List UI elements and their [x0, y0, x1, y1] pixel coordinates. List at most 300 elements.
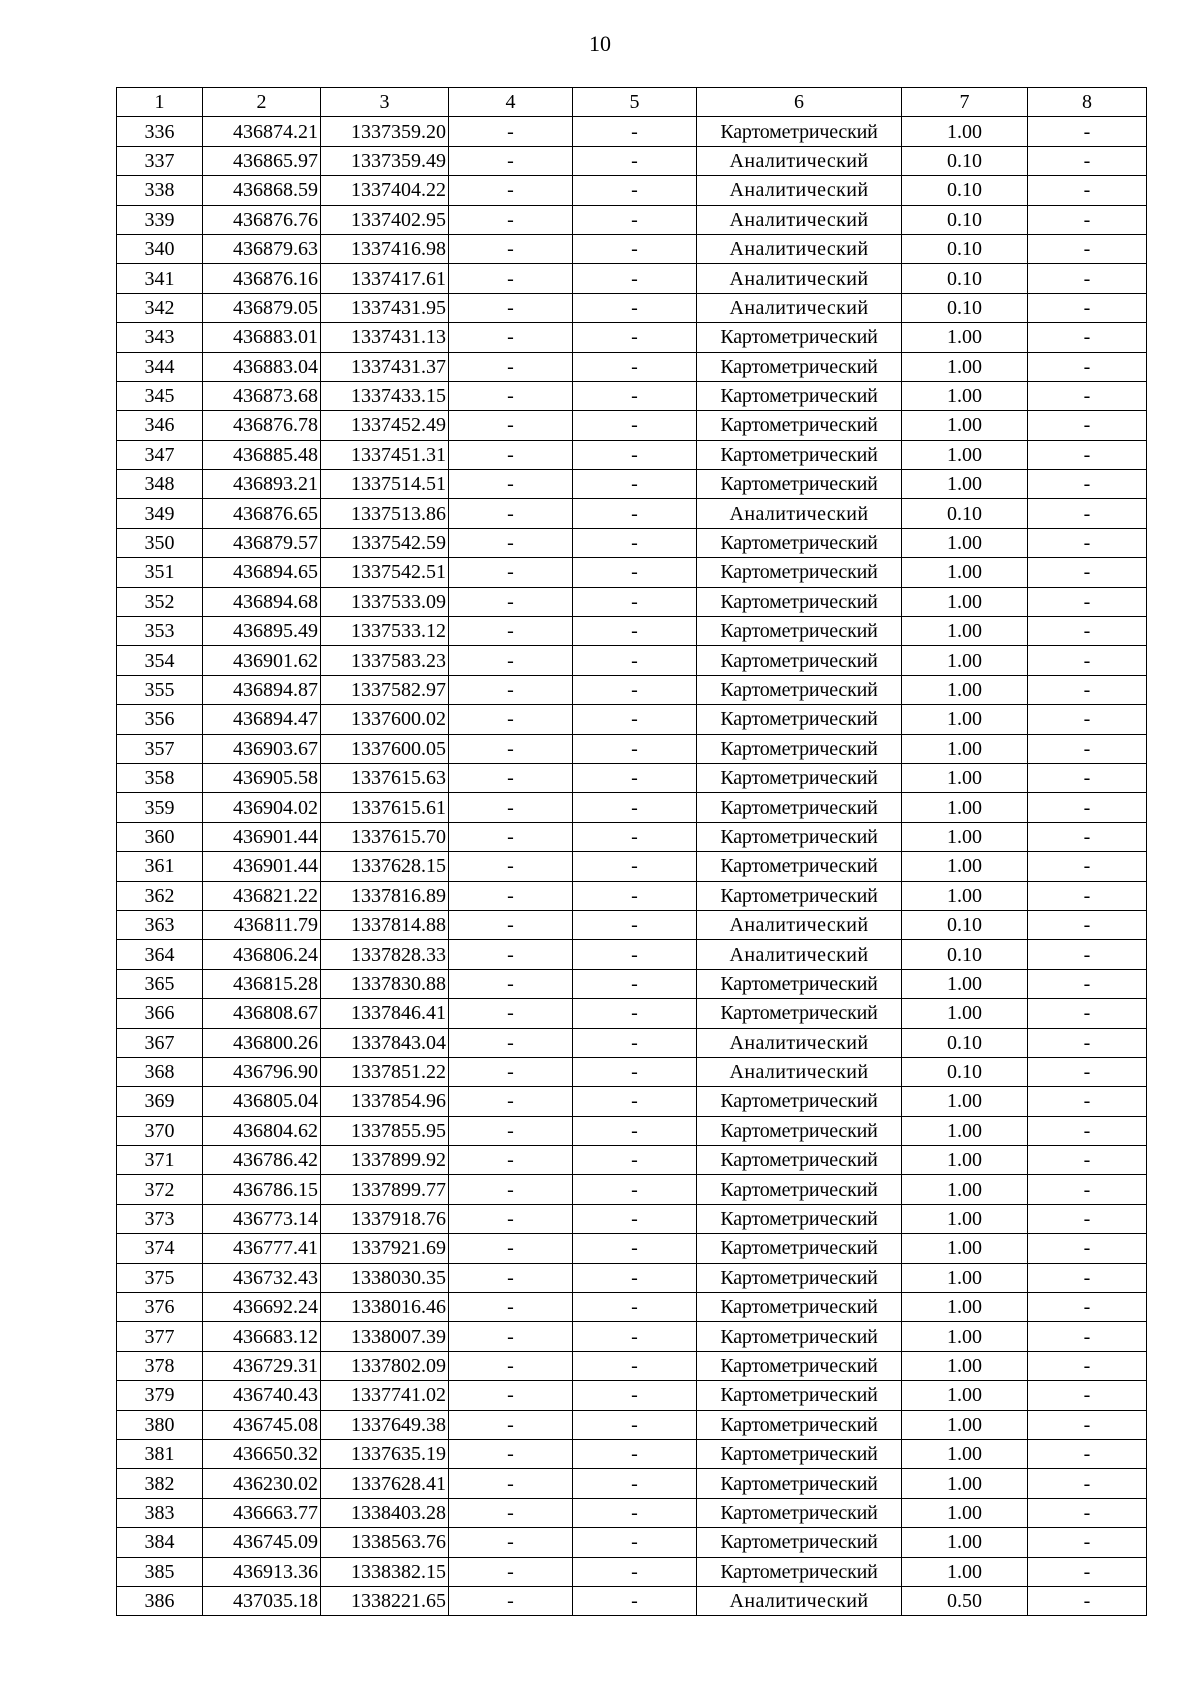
accuracy-cell: 1.00 [902, 1087, 1028, 1116]
method-cell: Аналитический [697, 234, 902, 263]
col-5-value-cell: - [573, 1175, 697, 1204]
coord-y-cell: 1337582.97 [321, 675, 449, 704]
col-5-value-cell: - [573, 1234, 697, 1263]
method-cell: Картометрический [697, 117, 902, 146]
page-number: 10 [589, 31, 611, 56]
table-row [117, 264, 1147, 293]
col-5-value-cell: - [573, 852, 697, 881]
col-5-value-cell: - [573, 1439, 697, 1468]
coord-x-cell: 436894.87 [203, 675, 321, 704]
coord-x-cell: 436868.59 [203, 176, 321, 205]
point-number-cell: 346 [117, 411, 203, 440]
coord-x-cell: 436745.08 [203, 1410, 321, 1439]
col-4-value-cell: - [449, 1234, 573, 1263]
col-8-value-cell: - [1028, 528, 1147, 557]
col-4-value-cell: - [449, 1498, 573, 1527]
method-cell: Картометрический [697, 675, 902, 704]
accuracy-cell: 1.00 [902, 1498, 1028, 1527]
accuracy-cell: 0.50 [902, 1586, 1028, 1615]
coord-x-cell: 436800.26 [203, 1028, 321, 1057]
header-cell-2: 2 [203, 88, 321, 117]
col-8-value-cell: - [1028, 822, 1147, 851]
col-8-value-cell: - [1028, 969, 1147, 998]
col-5-value-cell: - [573, 293, 697, 322]
col-8-value-cell: - [1028, 1528, 1147, 1557]
method-cell: Картометрический [697, 1351, 902, 1380]
col-5-value-cell: - [573, 1146, 697, 1175]
col-5-value-cell: - [573, 352, 697, 381]
accuracy-cell: 1.00 [902, 1528, 1028, 1557]
col-4-value-cell: - [449, 1028, 573, 1057]
table-row [117, 293, 1147, 322]
table-row [117, 1263, 1147, 1292]
point-number-cell: 349 [117, 499, 203, 528]
accuracy-cell: 0.10 [902, 176, 1028, 205]
coord-y-cell: 1337846.41 [321, 999, 449, 1028]
coord-y-cell: 1337615.70 [321, 822, 449, 851]
coord-y-cell: 1338030.35 [321, 1263, 449, 1292]
coord-x-cell: 436821.22 [203, 881, 321, 910]
table-row [117, 1204, 1147, 1233]
coord-x-cell: 436804.62 [203, 1116, 321, 1145]
method-cell: Картометрический [697, 587, 902, 616]
accuracy-cell: 1.00 [902, 440, 1028, 469]
table-row [117, 1439, 1147, 1468]
col-5-value-cell: - [573, 999, 697, 1028]
coord-x-cell: 436876.16 [203, 264, 321, 293]
col-8-value-cell: - [1028, 1351, 1147, 1380]
col-4-value-cell: - [449, 734, 573, 763]
coord-x-cell: 436796.90 [203, 1057, 321, 1086]
coord-y-cell: 1337359.20 [321, 117, 449, 146]
point-number-cell: 376 [117, 1293, 203, 1322]
accuracy-cell: 1.00 [902, 1381, 1028, 1410]
table-row [117, 1586, 1147, 1615]
coord-y-cell: 1337816.89 [321, 881, 449, 910]
col-8-value-cell: - [1028, 1204, 1147, 1233]
method-cell: Картометрический [697, 528, 902, 557]
method-cell: Картометрический [697, 1322, 902, 1351]
table-row [117, 117, 1147, 146]
accuracy-cell: 1.00 [902, 381, 1028, 410]
table-row [117, 1293, 1147, 1322]
col-4-value-cell: - [449, 117, 573, 146]
coord-x-cell: 436740.43 [203, 1381, 321, 1410]
col-5-value-cell: - [573, 1557, 697, 1586]
col-4-value-cell: - [449, 528, 573, 557]
coord-x-cell: 436663.77 [203, 1498, 321, 1527]
col-4-value-cell: - [449, 1469, 573, 1498]
method-cell: Картометрический [697, 969, 902, 998]
table-row [117, 940, 1147, 969]
table-row [117, 1028, 1147, 1057]
coord-y-cell: 1337451.31 [321, 440, 449, 469]
header-cell-3: 3 [321, 88, 449, 117]
col-5-value-cell: - [573, 1410, 697, 1439]
col-8-value-cell: - [1028, 499, 1147, 528]
col-8-value-cell: - [1028, 999, 1147, 1028]
point-number-cell: 357 [117, 734, 203, 763]
point-number-cell: 370 [117, 1116, 203, 1145]
point-number-cell: 353 [117, 617, 203, 646]
col-8-value-cell: - [1028, 1175, 1147, 1204]
coord-x-cell: 436773.14 [203, 1204, 321, 1233]
coord-y-cell: 1337416.98 [321, 234, 449, 263]
coord-y-cell: 1337830.88 [321, 969, 449, 998]
col-4-value-cell: - [449, 440, 573, 469]
col-5-value-cell: - [573, 323, 697, 352]
col-4-value-cell: - [449, 617, 573, 646]
coord-x-cell: 436732.43 [203, 1263, 321, 1292]
coord-y-cell: 1337542.51 [321, 558, 449, 587]
coord-y-cell: 1337918.76 [321, 1204, 449, 1233]
table-row [117, 999, 1147, 1028]
method-cell: Картометрический [697, 440, 902, 469]
col-5-value-cell: - [573, 940, 697, 969]
col-5-value-cell: - [573, 969, 697, 998]
accuracy-cell: 0.10 [902, 264, 1028, 293]
coord-y-cell: 1337513.86 [321, 499, 449, 528]
coordinates-table [116, 87, 1147, 1616]
coord-x-cell: 436905.58 [203, 763, 321, 792]
coord-y-cell: 1337404.22 [321, 176, 449, 205]
accuracy-cell: 1.00 [902, 528, 1028, 557]
point-number-cell: 383 [117, 1498, 203, 1527]
coord-y-cell: 1337417.61 [321, 264, 449, 293]
col-5-value-cell: - [573, 1498, 697, 1527]
accuracy-cell: 1.00 [902, 763, 1028, 792]
header-cell-4: 4 [449, 88, 573, 117]
method-cell: Картометрический [697, 734, 902, 763]
method-cell: Аналитический [697, 499, 902, 528]
col-4-value-cell: - [449, 822, 573, 851]
col-8-value-cell: - [1028, 763, 1147, 792]
accuracy-cell: 1.00 [902, 1175, 1028, 1204]
point-number-cell: 344 [117, 352, 203, 381]
method-cell: Картометрический [697, 323, 902, 352]
point-number-cell: 339 [117, 205, 203, 234]
method-cell: Картометрический [697, 1439, 902, 1468]
method-cell: Картометрический [697, 1263, 902, 1292]
col-5-value-cell: - [573, 1322, 697, 1351]
col-4-value-cell: - [449, 264, 573, 293]
col-5-value-cell: - [573, 675, 697, 704]
col-8-value-cell: - [1028, 1469, 1147, 1498]
col-8-value-cell: - [1028, 1087, 1147, 1116]
col-5-value-cell: - [573, 1263, 697, 1292]
col-4-value-cell: - [449, 1057, 573, 1086]
col-4-value-cell: - [449, 1204, 573, 1233]
accuracy-cell: 1.00 [902, 587, 1028, 616]
col-8-value-cell: - [1028, 1410, 1147, 1439]
coord-x-cell: 436865.97 [203, 146, 321, 175]
table-row [117, 1351, 1147, 1380]
table-row [117, 1234, 1147, 1263]
col-4-value-cell: - [449, 763, 573, 792]
col-5-value-cell: - [573, 146, 697, 175]
table-row [117, 1057, 1147, 1086]
coord-x-cell: 436883.04 [203, 352, 321, 381]
col-4-value-cell: - [449, 646, 573, 675]
point-number-cell: 371 [117, 1146, 203, 1175]
coord-y-cell: 1337542.59 [321, 528, 449, 557]
col-5-value-cell: - [573, 1528, 697, 1557]
accuracy-cell: 1.00 [902, 617, 1028, 646]
coord-y-cell: 1337635.19 [321, 1439, 449, 1468]
point-number-cell: 355 [117, 675, 203, 704]
col-4-value-cell: - [449, 1175, 573, 1204]
point-number-cell: 341 [117, 264, 203, 293]
col-5-value-cell: - [573, 117, 697, 146]
col-8-value-cell: - [1028, 146, 1147, 175]
coord-y-cell: 1337855.95 [321, 1116, 449, 1145]
point-number-cell: 350 [117, 528, 203, 557]
col-4-value-cell: - [449, 1528, 573, 1557]
table-row [117, 411, 1147, 440]
coord-y-cell: 1337628.15 [321, 852, 449, 881]
table-row [117, 852, 1147, 881]
method-cell: Картометрический [697, 470, 902, 499]
col-8-value-cell: - [1028, 1586, 1147, 1615]
accuracy-cell: 1.00 [902, 1204, 1028, 1233]
col-4-value-cell: - [449, 793, 573, 822]
col-8-value-cell: - [1028, 176, 1147, 205]
method-cell: Картометрический [697, 793, 902, 822]
col-4-value-cell: - [449, 234, 573, 263]
accuracy-cell: 1.00 [902, 1116, 1028, 1145]
coord-x-cell: 436894.65 [203, 558, 321, 587]
col-8-value-cell: - [1028, 117, 1147, 146]
col-5-value-cell: - [573, 558, 697, 587]
table-row [117, 881, 1147, 910]
method-cell: Картометрический [697, 1234, 902, 1263]
col-8-value-cell: - [1028, 587, 1147, 616]
col-8-value-cell: - [1028, 381, 1147, 410]
table-row [117, 499, 1147, 528]
coord-x-cell: 436874.21 [203, 117, 321, 146]
coord-x-cell: 436894.47 [203, 705, 321, 734]
accuracy-cell: 1.00 [902, 411, 1028, 440]
accuracy-cell: 0.10 [902, 146, 1028, 175]
col-8-value-cell: - [1028, 1146, 1147, 1175]
accuracy-cell: 1.00 [902, 1146, 1028, 1175]
table-row [117, 381, 1147, 410]
method-cell: Аналитический [697, 264, 902, 293]
coord-y-cell: 1337431.95 [321, 293, 449, 322]
method-cell: Картометрический [697, 1204, 902, 1233]
col-8-value-cell: - [1028, 440, 1147, 469]
table-row [117, 352, 1147, 381]
col-5-value-cell: - [573, 411, 697, 440]
col-4-value-cell: - [449, 176, 573, 205]
point-number-cell: 343 [117, 323, 203, 352]
method-cell: Картометрический [697, 705, 902, 734]
col-8-value-cell: - [1028, 411, 1147, 440]
col-4-value-cell: - [449, 352, 573, 381]
coord-y-cell: 1337854.96 [321, 1087, 449, 1116]
point-number-cell: 354 [117, 646, 203, 675]
point-number-cell: 345 [117, 381, 203, 410]
accuracy-cell: 1.00 [902, 1322, 1028, 1351]
col-8-value-cell: - [1028, 646, 1147, 675]
accuracy-cell: 1.00 [902, 470, 1028, 499]
table-row [117, 558, 1147, 587]
point-number-cell: 358 [117, 763, 203, 792]
method-cell: Картометрический [697, 617, 902, 646]
table-row [117, 1469, 1147, 1498]
coord-x-cell: 436876.76 [203, 205, 321, 234]
col-4-value-cell: - [449, 1381, 573, 1410]
table-row [117, 587, 1147, 616]
point-number-cell: 347 [117, 440, 203, 469]
table-row [117, 205, 1147, 234]
accuracy-cell: 1.00 [902, 646, 1028, 675]
method-cell: Аналитический [697, 146, 902, 175]
col-4-value-cell: - [449, 1557, 573, 1586]
method-cell: Картометрический [697, 352, 902, 381]
coord-x-cell: 436913.36 [203, 1557, 321, 1586]
table-row [117, 646, 1147, 675]
col-5-value-cell: - [573, 234, 697, 263]
table-row [117, 1381, 1147, 1410]
coord-x-cell: 436904.02 [203, 793, 321, 822]
col-5-value-cell: - [573, 1381, 697, 1410]
point-number-cell: 365 [117, 969, 203, 998]
table-row [117, 440, 1147, 469]
point-number-cell: 385 [117, 1557, 203, 1586]
coord-x-cell: 436901.44 [203, 852, 321, 881]
coord-x-cell: 436805.04 [203, 1087, 321, 1116]
col-8-value-cell: - [1028, 293, 1147, 322]
accuracy-cell: 1.00 [902, 734, 1028, 763]
method-cell: Аналитический [697, 910, 902, 939]
coord-y-cell: 1337628.41 [321, 1469, 449, 1498]
col-8-value-cell: - [1028, 352, 1147, 381]
col-5-value-cell: - [573, 617, 697, 646]
accuracy-cell: 0.10 [902, 234, 1028, 263]
point-number-cell: 373 [117, 1204, 203, 1233]
point-number-cell: 348 [117, 470, 203, 499]
table-row [117, 1146, 1147, 1175]
accuracy-cell: 1.00 [902, 1293, 1028, 1322]
col-8-value-cell: - [1028, 910, 1147, 939]
coord-y-cell: 1338563.76 [321, 1528, 449, 1557]
col-4-value-cell: - [449, 205, 573, 234]
method-cell: Аналитический [697, 1586, 902, 1615]
col-4-value-cell: - [449, 1351, 573, 1380]
col-8-value-cell: - [1028, 558, 1147, 587]
table-row [117, 234, 1147, 263]
col-8-value-cell: - [1028, 323, 1147, 352]
method-cell: Картометрический [697, 1381, 902, 1410]
coord-y-cell: 1337843.04 [321, 1028, 449, 1057]
col-5-value-cell: - [573, 470, 697, 499]
coord-x-cell: 436692.24 [203, 1293, 321, 1322]
col-8-value-cell: - [1028, 1057, 1147, 1086]
point-number-cell: 384 [117, 1528, 203, 1557]
col-5-value-cell: - [573, 176, 697, 205]
accuracy-cell: 1.00 [902, 323, 1028, 352]
table-row [117, 910, 1147, 939]
method-cell: Аналитический [697, 293, 902, 322]
method-cell: Картометрический [697, 1175, 902, 1204]
header-row [117, 88, 1147, 117]
coord-x-cell: 436885.48 [203, 440, 321, 469]
col-8-value-cell: - [1028, 1557, 1147, 1586]
col-4-value-cell: - [449, 146, 573, 175]
coord-y-cell: 1337899.77 [321, 1175, 449, 1204]
accuracy-cell: 1.00 [902, 852, 1028, 881]
point-number-cell: 338 [117, 176, 203, 205]
point-number-cell: 378 [117, 1351, 203, 1380]
point-number-cell: 351 [117, 558, 203, 587]
col-4-value-cell: - [449, 852, 573, 881]
coord-x-cell: 436876.78 [203, 411, 321, 440]
accuracy-cell: 1.00 [902, 1263, 1028, 1292]
col-8-value-cell: - [1028, 1293, 1147, 1322]
header-cell-5: 5 [573, 88, 697, 117]
col-5-value-cell: - [573, 587, 697, 616]
col-4-value-cell: - [449, 381, 573, 410]
coord-x-cell: 436808.67 [203, 999, 321, 1028]
col-5-value-cell: - [573, 1293, 697, 1322]
point-number-cell: 386 [117, 1586, 203, 1615]
coord-y-cell: 1337649.38 [321, 1410, 449, 1439]
col-4-value-cell: - [449, 940, 573, 969]
accuracy-cell: 1.00 [902, 1439, 1028, 1468]
table-row [117, 1175, 1147, 1204]
coord-x-cell: 436876.65 [203, 499, 321, 528]
col-5-value-cell: - [573, 264, 697, 293]
table-row [117, 1322, 1147, 1351]
table-row [117, 528, 1147, 557]
point-number-cell: 340 [117, 234, 203, 263]
col-8-value-cell: - [1028, 1028, 1147, 1057]
col-8-value-cell: - [1028, 1498, 1147, 1527]
col-5-value-cell: - [573, 205, 697, 234]
accuracy-cell: 1.00 [902, 1557, 1028, 1586]
col-4-value-cell: - [449, 910, 573, 939]
accuracy-cell: 1.00 [902, 352, 1028, 381]
coord-y-cell: 1338007.39 [321, 1322, 449, 1351]
table-row [117, 793, 1147, 822]
method-cell: Картометрический [697, 1410, 902, 1439]
col-4-value-cell: - [449, 323, 573, 352]
accuracy-cell: 1.00 [902, 822, 1028, 851]
method-cell: Картометрический [697, 999, 902, 1028]
col-8-value-cell: - [1028, 617, 1147, 646]
method-cell: Картометрический [697, 763, 902, 792]
col-4-value-cell: - [449, 1293, 573, 1322]
coord-x-cell: 436873.68 [203, 381, 321, 410]
header-cell-1: 1 [117, 88, 203, 117]
col-5-value-cell: - [573, 499, 697, 528]
col-5-value-cell: - [573, 1469, 697, 1498]
header-cell-7: 7 [902, 88, 1028, 117]
coord-x-cell: 436230.02 [203, 1469, 321, 1498]
method-cell: Картометрический [697, 852, 902, 881]
col-8-value-cell: - [1028, 1263, 1147, 1292]
col-8-value-cell: - [1028, 1322, 1147, 1351]
col-4-value-cell: - [449, 293, 573, 322]
point-number-cell: 368 [117, 1057, 203, 1086]
coord-y-cell: 1337615.61 [321, 793, 449, 822]
coord-x-cell: 436650.32 [203, 1439, 321, 1468]
method-cell: Картометрический [697, 1469, 902, 1498]
col-4-value-cell: - [449, 1410, 573, 1439]
col-8-value-cell: - [1028, 675, 1147, 704]
point-number-cell: 381 [117, 1439, 203, 1468]
